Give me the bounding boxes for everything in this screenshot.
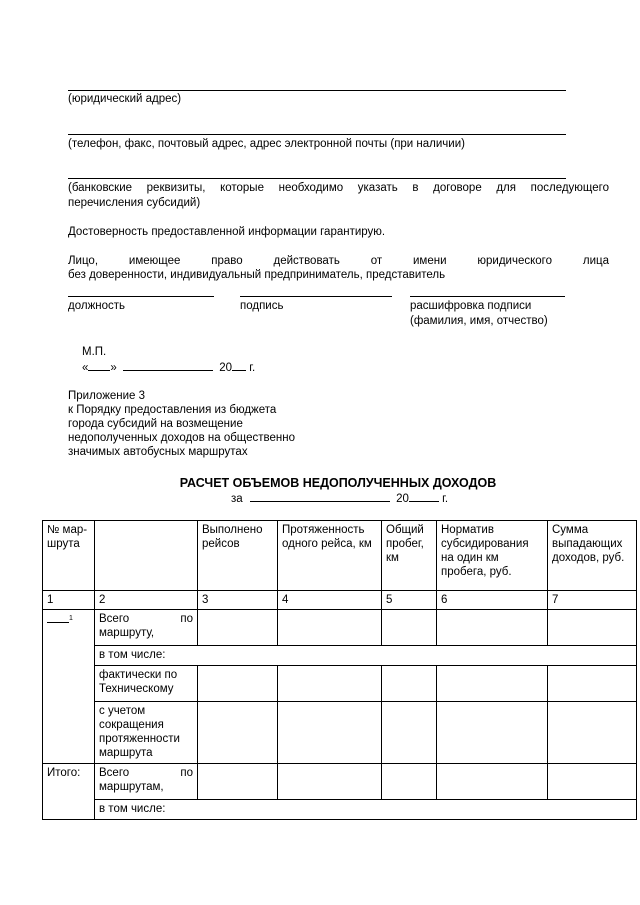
header-description: [95, 521, 198, 591]
table-cell: [548, 610, 637, 646]
stamp-label: М.П.: [82, 346, 107, 358]
year-suffix: г.: [249, 362, 256, 374]
bank-line: [68, 178, 566, 179]
header-subsidy-norm: Норматив субсидирования на один км пробега, руб.: [437, 521, 548, 591]
period-prefix: за: [231, 493, 243, 505]
table-cell: [278, 610, 382, 646]
day-blank: [88, 360, 110, 371]
table-cell: [548, 764, 637, 800]
table-row-including2: [43, 800, 637, 820]
table-row-including: [43, 646, 637, 666]
table-cell: [198, 666, 278, 702]
column-number: 7: [548, 591, 637, 610]
header-route-number: № мар-шрута: [43, 521, 95, 591]
year-blank: [232, 360, 246, 371]
contacts-label: (телефон, факс, почтовый адрес, адрес электронной почты (при наличии): [68, 138, 465, 150]
table-cell: [548, 702, 637, 764]
period-year-blank: [409, 491, 439, 502]
period-blank: [250, 491, 390, 502]
appendix-line3: города субсидий на возмещение: [68, 418, 243, 430]
period-suffix: г.: [442, 493, 449, 505]
table-cell: [382, 666, 437, 702]
decoding-line: [410, 296, 565, 297]
legal-address-label: (юридический адрес): [68, 93, 182, 105]
appendix-line2: к Порядку предоставления из бюджета: [68, 404, 277, 416]
decoding-label: расшифровка подписи: [410, 300, 532, 312]
column-number: 3: [198, 591, 278, 610]
year-prefix: 20: [219, 362, 233, 374]
table-cell: [198, 702, 278, 764]
table-cell: [198, 764, 278, 800]
table-cell: [278, 764, 382, 800]
table-cell: [198, 610, 278, 646]
table-cell: [437, 764, 548, 800]
column-number: 4: [278, 591, 382, 610]
footnote-mark: 1: [69, 615, 73, 622]
appendix-line4: недополученных доходов на общественно: [68, 432, 296, 444]
signature-line: [240, 296, 392, 297]
table-cell: [278, 702, 382, 764]
header-trip-length: Протяженность одного рейса, км: [278, 521, 382, 591]
table-numbers-row: [43, 591, 637, 610]
contacts-line: [68, 134, 566, 135]
fio-label: (фамилия, имя, отчество): [410, 315, 548, 327]
table-cell: [278, 666, 382, 702]
position-label: должность: [68, 300, 126, 312]
including-label: в том числе:: [95, 800, 637, 820]
appendix-line5: значимых автобусных маршрутах: [68, 446, 248, 458]
column-number: 6: [437, 591, 548, 610]
period-line: [231, 491, 448, 506]
date-quote-open: «: [82, 362, 89, 374]
calculation-table: [42, 520, 637, 820]
column-number: 1: [43, 591, 95, 610]
legal-address-line: [68, 90, 566, 91]
including-label: в том числе:: [95, 646, 637, 666]
reduced-label: с учетом сокращения протяженности маршрута: [95, 702, 198, 764]
date-line: [82, 360, 255, 375]
route-number-blank: [47, 612, 69, 623]
table-cell: [382, 702, 437, 764]
header-lost-income: Сумма выпадающих доходов, руб.: [548, 521, 637, 591]
header-total-mileage: Общий пробег, км: [382, 521, 437, 591]
bank-label-line1: (банковские реквизиты, которые необходимо указать в договоре для последующего: [68, 182, 609, 194]
person-line1: Лицо, имеющее право действовать от имени юридического лица: [68, 255, 609, 267]
grand-total-label: Всего по маршрутам,: [95, 764, 198, 800]
column-number: 5: [382, 591, 437, 610]
table-row-route-total: [43, 610, 637, 646]
route-total-label: Всего по маршруту,: [95, 610, 198, 646]
table-cell: [382, 610, 437, 646]
month-blank: [123, 360, 213, 371]
column-number: 2: [95, 591, 198, 610]
document-title: РАСЧЕТ ОБЪЕМОВ НЕДОПОЛУЧЕННЫХ ДОХОДОВ: [179, 476, 497, 490]
table-row-reduced: [43, 702, 637, 764]
signature-label: подпись: [240, 300, 284, 312]
position-line: [68, 296, 214, 297]
table-cell: [437, 610, 548, 646]
table-cell: [437, 702, 548, 764]
actual-label: фактически по Техническому: [95, 666, 198, 702]
person-line2: без доверенности, индивидуальный предприниматель, представитель: [68, 269, 446, 281]
route-number-cell: [43, 610, 95, 764]
table-cell: [548, 666, 637, 702]
bank-label-line2: перечисления субсидий): [68, 197, 201, 209]
date-quote-close: »: [110, 362, 117, 374]
table-cell: [382, 764, 437, 800]
table-row-grand-total: [43, 764, 637, 800]
table-header-row: [43, 521, 637, 591]
guarantee-statement: Достоверность предоставленной информации гарантирую.: [68, 226, 386, 238]
appendix-line1: Приложение 3: [68, 390, 146, 402]
table-row-actual: [43, 666, 637, 702]
total-label: Итого:: [43, 764, 95, 820]
table-cell: [437, 666, 548, 702]
period-year-prefix: 20: [396, 493, 409, 505]
header-trips-done: Выполнено рейсов: [198, 521, 278, 591]
